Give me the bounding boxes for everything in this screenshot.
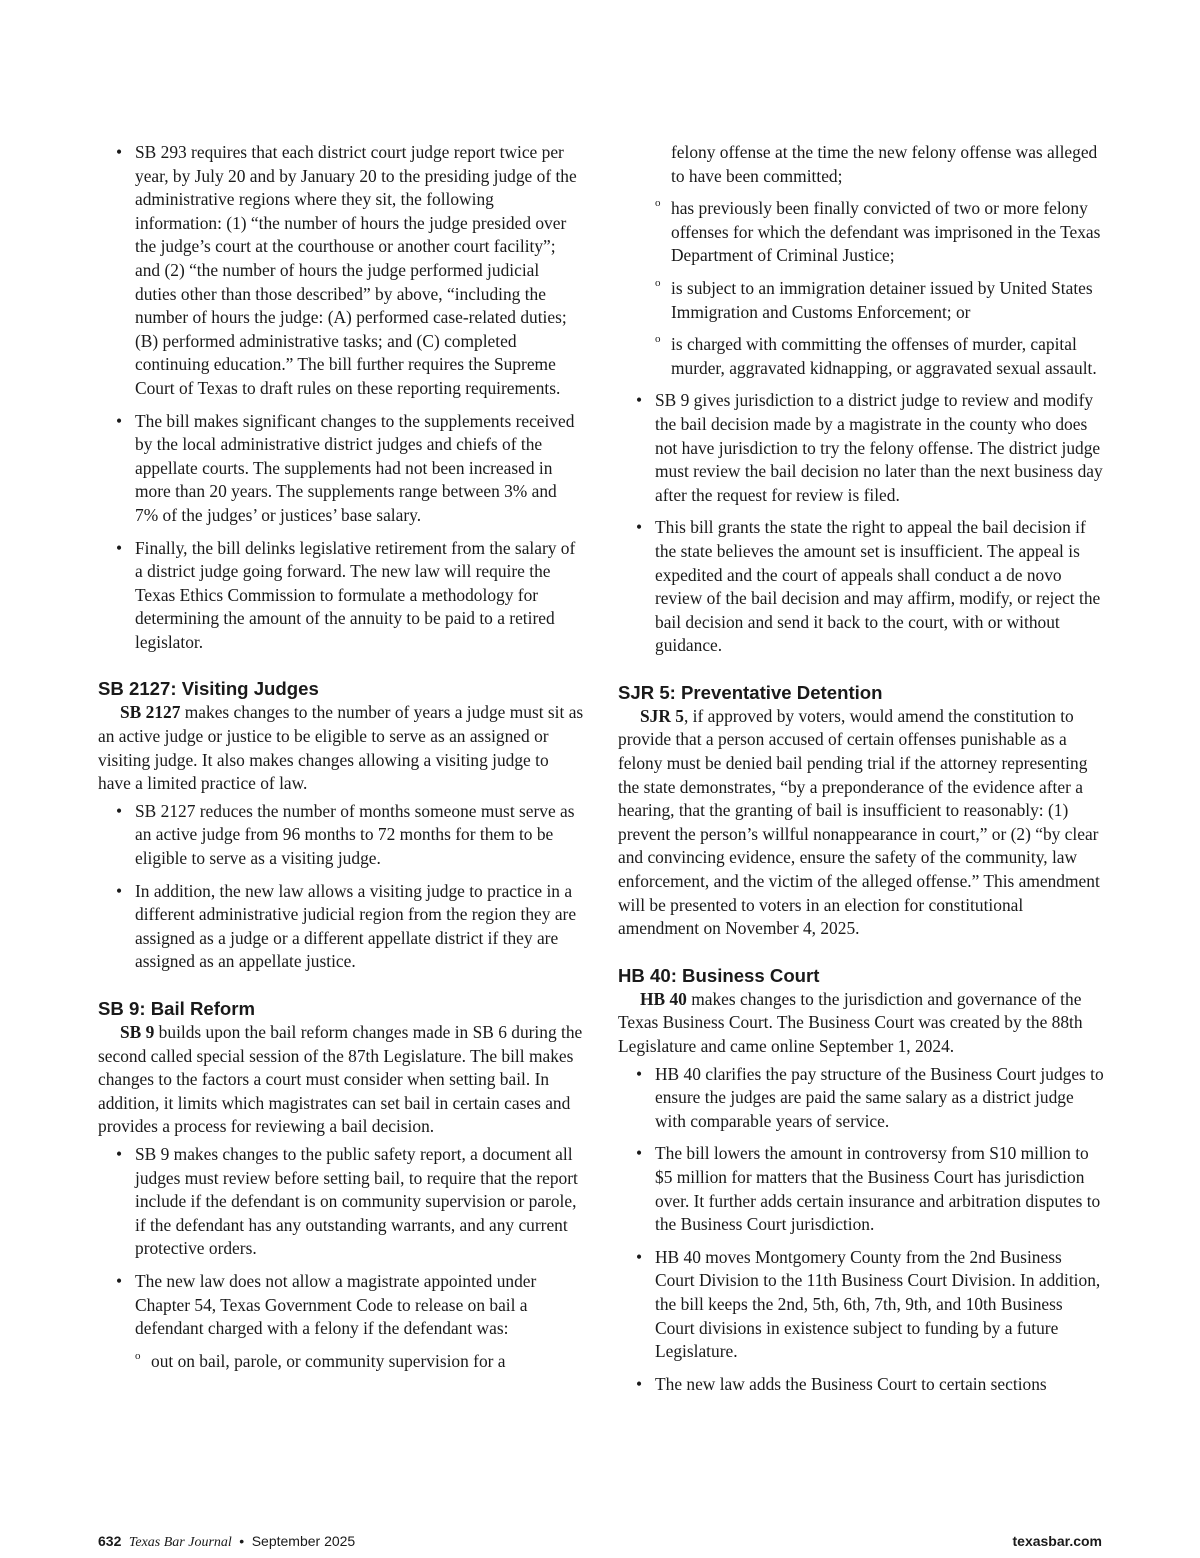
section-paragraph (618, 988, 1104, 1059)
paragraph-text: , if approved by voters, would amend the constitution to provide that a person accused of certain offenses punishable as a felony must be denied bail pending trial if the attorney representing the state demonstrates, “by a preponderance of the evidence after a hearing, that the granting of bail is insufficient to reasonably: (1) prevent the person’s willful nonappearance in court,” or (2) “by clear and convincing evidence, ensure the safety of the community, law enforcement, and the victim of the alleged offense.” This amendment will be presented to voters in an election for constitutional amendment on November 4, 2025. (618, 705, 1100, 939)
sub-list-item-continuation: felony offense at the time the new felony offense was alleged to have been committed; (671, 142, 1098, 186)
list-item: • The new law does not allow a magistrate appointed under Chapter 54, Texas Government Code to release on bail a defendant charged with a felony if the defendant was: (98, 1270, 584, 1341)
footer-separator: • (239, 1533, 245, 1549)
section-sb2127 (98, 677, 584, 974)
page-footer (98, 1533, 1102, 1551)
sub-list-item: o has previously been finally convicted of two or more felony offenses for which the defendant was imprisoned in the Texas Department of Criminal Justice; (618, 197, 1104, 268)
list-item: • The bill lowers the amount in controversy from S10 million to $5 million for matters that the Business Court has jurisdiction over. It further adds certain insurance and arbitration disputes to the Business Court jurisdiction. (618, 1142, 1104, 1236)
paragraph-text: makes changes to the number of years a judge must sit as an active judge or justice to be eligible to serve as an assigned or visiting judge. It also makes changes allowing a visiting judge to have a limited practice of law. (98, 702, 584, 794)
section-heading: SJR 5: Preventative Detention (618, 681, 883, 703)
sub-list-item: o out on bail, parole, or community supervision for a (98, 1350, 584, 1374)
list-item: • SB 9 makes changes to the public safety report, a document all judges must review before setting bail, to require that the report include if the defendant is on community supervision or parole, if the defendant has any outstanding warrants, and any current protective orders. (98, 1143, 584, 1261)
bullet-list (618, 389, 1104, 658)
left-column (98, 141, 584, 1373)
bullet-list (98, 1143, 584, 1341)
bill-name: SB 9 (120, 1022, 155, 1042)
section-sjr5 (618, 681, 1104, 941)
sb293-bullet-list (98, 141, 584, 654)
section-hb40 (618, 964, 1104, 1397)
page-number: 632 (98, 1533, 122, 1549)
section-sb9 (98, 997, 584, 1373)
bullet-list (98, 800, 584, 974)
paragraph-text: builds upon the bail reform changes made in SB 6 during the second called special session of the 87th Legislature. The bill makes changes to the factors a court must consider when setting bail. In addition, it limits which magistrates can set bail in certain cases and provides a process for reviewing a bail decision. (98, 1022, 583, 1137)
list-item: • This bill grants the state the right to appeal the bail decision if the state believes the amount set is insufficient. The appeal is expedited and the court of appeals shall conduct a de novo review of the bail decision and may affirm, modify, or reject the bail decision and send it back to the court, with or without guidance. (618, 516, 1104, 658)
sub-list-item: o is subject to an immigration detainer issued by United States Immigration and Customs Enforcement; or (618, 277, 1104, 324)
bullet-list (618, 1063, 1104, 1397)
list-item: • SB 2127 reduces the number of months someone must serve as an active judge from 96 months to 72 months for them to be eligible to serve as a visiting judge. (98, 800, 584, 871)
sub-bullet-list (98, 1350, 584, 1374)
list-item: • HB 40 clarifies the pay structure of the Business Court judges to ensure the judges are paid the same salary as a district judge with comparable years of service. (618, 1063, 1104, 1134)
list-item: • SB 293 requires that each district court judge report twice per year, by July 20 and by January 20 to the presiding judge of the administrative regions where they sit, the following information: (1) “the number of hours the judge presided over the judge’s court at the courthouse or another court facility”; and (2) “the number of hours the judge performed judicial duties other than those described” by above, “including the number of hours the judge: (A) performed case-related duties; (B) performed administrative tasks; and (C) completed continuing education.” The bill further requires the Supreme Court of Texas to draft rules on these reporting requirements. (98, 141, 584, 401)
section-paragraph (618, 705, 1104, 941)
section-heading: HB 40: Business Court (618, 964, 820, 986)
sub-list-item: o is charged with committing the offenses of murder, capital murder, aggravated kidnapping, or aggravated sexual assault. (618, 333, 1104, 380)
website-link[interactable]: texasbar.com (1012, 1533, 1102, 1549)
list-item: • The new law adds the Business Court to certain sections (618, 1373, 1104, 1397)
paragraph-text: makes changes to the jurisdiction and governance of the Texas Business Court. The Business Court was created by the 88th Legislature and came online September 1, 2024. (618, 988, 1083, 1056)
bill-name: HB 40 (640, 988, 687, 1009)
list-item: • SB 9 gives jurisdiction to a district judge to review and modify the bail decision made by a magistrate in the county who does not have jurisdiction to try the felony offense. The district judge must review the bail decision no later than the next business day after the request for review is filed. (618, 389, 1104, 507)
section-paragraph (98, 701, 584, 795)
list-item: • HB 40 moves Montgomery County from the 2nd Business Court Division to the 11th Business Court Division. In addition, the bill keeps the 2nd, 5th, 6th, 7th, 9th, and 10th Business Court divisions in existence subject to funding by a future Legislature. (618, 1246, 1104, 1364)
issue-date: September 2025 (251, 1533, 356, 1549)
bill-name: SB 2127 (120, 702, 181, 723)
list-item: • Finally, the bill delinks legislative retirement from the salary of a district judge going forward. The new law will require the Texas Ethics Commission to formulate a methodology for determining the amount of the annuity to be paid to a retired legislator. (98, 537, 584, 655)
sub-bullet-list (618, 197, 1104, 380)
list-item: • The bill makes significant changes to the supplements received by the local administrative district judges and chiefs of the appellate courts. The supplements had not been increased in more than 20 years. The supplements range between 3% and 7% of the judges’ or justices’ base salary. (98, 410, 584, 528)
section-heading: SB 2127: Visiting Judges (98, 678, 319, 700)
right-column (618, 141, 1104, 1396)
list-item: • In addition, the new law allows a visiting judge to practice in a different administrative judicial region from the region they are assigned as a judge or a different appellate district if they are assigned as an appellate justice. (98, 880, 584, 974)
bill-name: SJR 5 (640, 705, 684, 726)
section-paragraph (98, 1021, 584, 1139)
publication-name: Texas Bar Journal (128, 1535, 232, 1550)
section-heading: SB 9: Bail Reform (98, 998, 256, 1019)
